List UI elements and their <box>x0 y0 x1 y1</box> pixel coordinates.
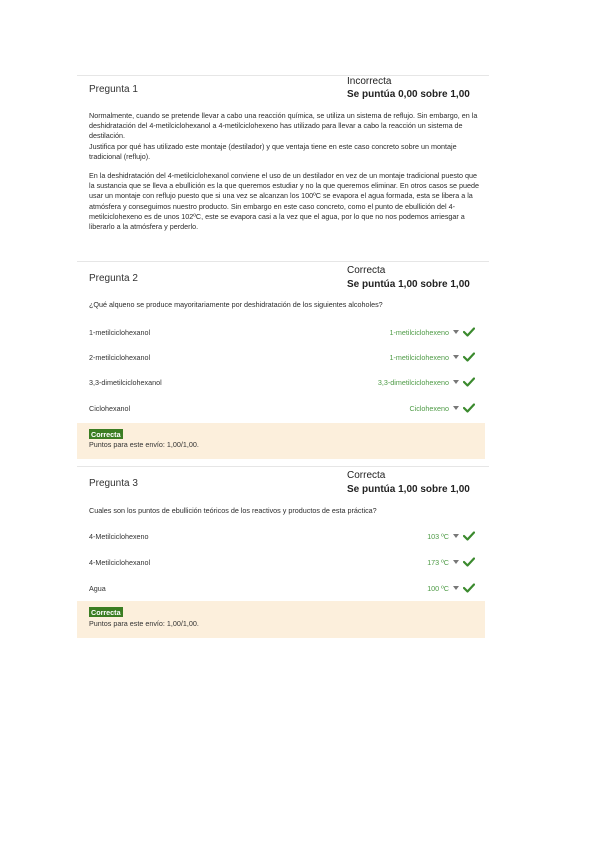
check-icon <box>463 327 475 337</box>
question-title: Pregunta 2 <box>89 273 138 284</box>
row-label: 4-Metilciclohexeno <box>89 532 149 541</box>
row-label: 4-Metilciclohexanol <box>89 558 151 567</box>
prompt-paragraph: Justifica por qué has utilizado este montaje (destilador) y que ventaja tiene en este caso concreto sobre un montaje tradicional (reflujo). <box>89 141 457 161</box>
match-row <box>89 583 475 595</box>
match-row <box>89 531 475 543</box>
answer-select[interactable] <box>409 403 475 413</box>
separator <box>77 261 489 262</box>
match-row <box>89 403 475 415</box>
separator <box>77 466 489 467</box>
feedback-points: Puntos para este envío: 1,00/1,00. <box>89 619 199 628</box>
answer-select[interactable] <box>427 531 475 541</box>
answer-select[interactable] <box>378 377 475 387</box>
caret-down-icon <box>453 380 459 384</box>
caret-down-icon <box>453 330 459 334</box>
row-label: Agua <box>89 584 106 593</box>
check-icon <box>463 557 475 567</box>
question-title: Pregunta 1 <box>89 84 138 95</box>
question-prompt: Cuales son los puntos de ebullición teóricos de los reactivos y productos de esta práctica? <box>89 506 377 515</box>
match-row <box>89 327 475 339</box>
caret-down-icon <box>453 355 459 359</box>
answer-select[interactable] <box>427 557 475 567</box>
check-icon <box>463 531 475 541</box>
selected-answer: 100 ºC <box>427 583 449 593</box>
feedback-box <box>77 423 485 459</box>
student-response: En la deshidratación del 4-metilciclohexanol conviene el uso de un destilador en vez de un montaje tradicional puesto que la sustancia que se lleva a ebullición es la que queremos estudiar y no la que queremos eliminar. En otros casos se puede usar un montaje con reflujo puesto que si una vez se alcanzan los 100ºC se evapora el agua formada, esta se libera a la atmósfera y conseguimos nuestro producto. Sin embargo en este caso concreto, como el punto de ebullición del 4-metilciclohexeno es de unos 102ºC, este se evapora casi a la vez que el agua, por lo que no nos podemos arriesgar a liberarlo a la atmósfera y perderlo. <box>89 171 479 232</box>
feedback-points: Puntos para este envío: 1,00/1,00. <box>89 440 199 449</box>
row-label: 2-metilciclohexanol <box>89 353 151 362</box>
caret-down-icon <box>453 406 459 410</box>
answer-select[interactable] <box>427 583 475 593</box>
answer-select[interactable] <box>389 352 475 362</box>
question-state: Incorrecta <box>347 76 392 87</box>
selected-answer: 1-metilciclohexeno <box>389 352 449 362</box>
check-icon <box>463 583 475 593</box>
caret-down-icon <box>453 560 459 564</box>
question-grade: Se puntúa 1,00 sobre 1,00 <box>347 484 470 495</box>
prompt-paragraph: Normalmente, cuando se pretende llevar a cabo una reacción química, se utiliza un sistema de reflujo. Sin embargo, en la deshidratación del 4-metilciclohexanol a 4-metilciclohexeno has utilizado para llevar a cabo la reacción un sistema de destilación. <box>89 111 478 141</box>
match-row <box>89 352 475 364</box>
question-grade: Se puntúa 0,00 sobre 1,00 <box>347 89 470 100</box>
question-title: Pregunta 3 <box>89 478 138 489</box>
selected-answer: 103 ºC <box>427 531 449 541</box>
selected-answer: 173 ºC <box>427 557 449 567</box>
feedback-badge: Correcta <box>91 430 121 439</box>
feedback-badge: Correcta <box>91 608 121 617</box>
row-label: Ciclohexanol <box>89 404 131 413</box>
question-grade: Se puntúa 1,00 sobre 1,00 <box>347 279 470 290</box>
feedback-box <box>77 601 485 638</box>
question-state: Correcta <box>347 470 386 481</box>
check-icon <box>463 377 475 387</box>
answer-select[interactable] <box>389 327 475 337</box>
row-label: 1-metilciclohexanol <box>89 328 151 337</box>
question-state: Correcta <box>347 265 386 276</box>
match-row <box>89 557 475 569</box>
caret-down-icon <box>453 534 459 538</box>
caret-down-icon <box>453 586 459 590</box>
match-row <box>89 377 475 389</box>
selected-answer: Ciclohexeno <box>409 403 449 413</box>
question-prompt: ¿Qué alqueno se produce mayoritariamente por deshidratación de los siguientes alcoholes? <box>89 300 383 309</box>
selected-answer: 3,3-dimetilciclohexeno <box>377 377 449 387</box>
question-prompt <box>89 111 479 232</box>
check-icon <box>463 403 475 413</box>
selected-answer: 1-metilciclohexeno <box>389 327 449 337</box>
row-label: 3,3-dimetilciclohexanol <box>89 378 162 387</box>
check-icon <box>463 352 475 362</box>
separator <box>77 75 489 76</box>
